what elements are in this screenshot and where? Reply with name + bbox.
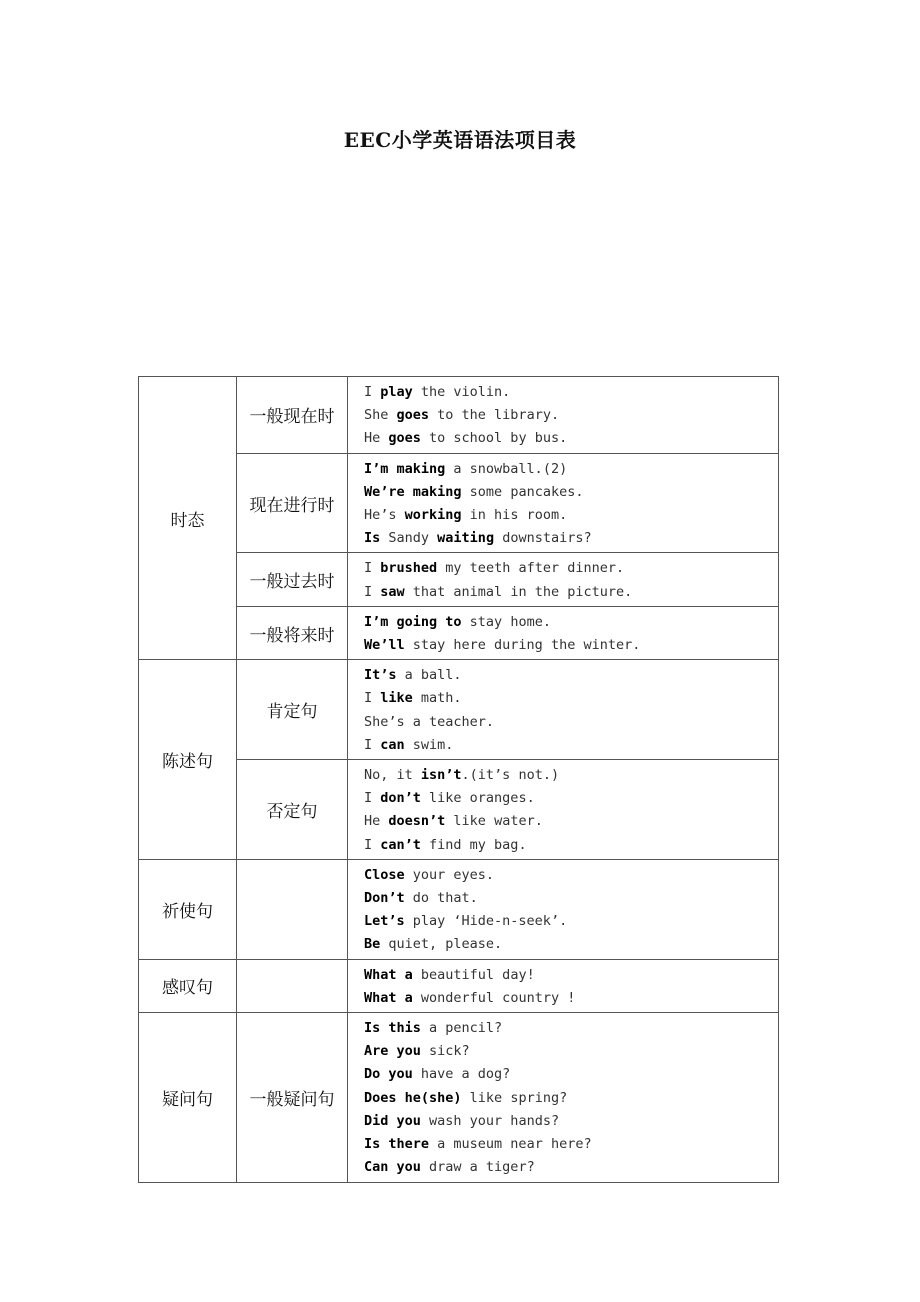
grammar-keyword: What a xyxy=(364,989,413,1006)
subcategory-cell xyxy=(237,859,348,959)
grammar-keyword: doesn’t xyxy=(388,813,446,830)
grammar-keyword: What a xyxy=(364,966,413,983)
grammar-keyword: Are you xyxy=(364,1043,421,1060)
grammar-keyword: can’t xyxy=(380,836,421,853)
example-sentence xyxy=(364,527,778,550)
grammar-keyword: We’ll xyxy=(364,637,405,654)
grammar-keyword: I’m making xyxy=(364,460,446,477)
sentence-text: swim. xyxy=(404,736,454,753)
sentence-text: a ball. xyxy=(396,667,462,684)
category-cell: 陈述句 xyxy=(139,660,237,860)
sentence-text: like spring? xyxy=(461,1089,568,1106)
sentence-text: have a dog? xyxy=(412,1066,511,1083)
table-row xyxy=(139,1013,779,1182)
grammar-keyword: Close xyxy=(364,866,405,883)
grammar-keyword: Don’t xyxy=(364,890,405,907)
sentence-text: He xyxy=(364,430,389,447)
sentence-text: sick? xyxy=(420,1043,470,1060)
example-sentence xyxy=(364,887,778,910)
grammar-keyword: don’t xyxy=(380,790,421,807)
grammar-keyword: play xyxy=(380,384,413,400)
sentence-text: in his room. xyxy=(461,507,568,524)
grammar-keyword: We’re making xyxy=(364,483,462,500)
sentence-text: stay here during the winter. xyxy=(404,637,641,654)
subcategory-cell: 否定句 xyxy=(237,760,348,860)
example-sentence xyxy=(364,1017,778,1040)
examples-cell xyxy=(348,660,779,760)
example-sentence xyxy=(364,734,778,757)
category-cell: 感叹句 xyxy=(139,959,237,1012)
example-sentence xyxy=(364,787,778,810)
sentence-text: draw a tiger? xyxy=(420,1159,535,1176)
sentence-text: quiet, please. xyxy=(380,936,503,953)
sentence-text: He xyxy=(364,813,389,830)
example-sentence xyxy=(364,611,778,634)
example-sentence xyxy=(364,910,778,933)
example-sentence xyxy=(364,634,778,657)
sentence-text: I xyxy=(364,790,381,807)
sentence-text: your eyes. xyxy=(404,866,495,883)
grammar-keyword: waiting xyxy=(437,530,495,547)
sentence-text: beautiful day! xyxy=(412,966,535,983)
sentence-text: find my bag. xyxy=(420,836,527,853)
example-sentence xyxy=(364,764,778,787)
grammar-keyword: working xyxy=(404,507,462,524)
subcategory-cell: 肯定句 xyxy=(237,660,348,760)
sentence-text: I xyxy=(364,736,381,753)
grammar-keyword: Is there xyxy=(364,1136,430,1153)
table-row xyxy=(139,959,779,1012)
example-sentence xyxy=(364,1133,778,1156)
example-sentence xyxy=(364,381,778,404)
subcategory-cell xyxy=(237,959,348,1012)
category-cell: 祈使句 xyxy=(139,859,237,959)
grammar-keyword: Let’s xyxy=(364,913,405,930)
sentence-text: wash your hands? xyxy=(420,1112,560,1129)
example-sentence xyxy=(364,427,778,450)
sentence-text: I xyxy=(364,583,381,600)
sentence-text: a museum near here? xyxy=(429,1136,592,1153)
sentence-text: do that. xyxy=(404,890,478,907)
examples-cell xyxy=(348,760,779,860)
grammar-keyword: Do you xyxy=(364,1066,413,1083)
grammar-keyword: can xyxy=(380,736,405,753)
example-sentence xyxy=(364,810,778,833)
sentence-text: to school by bus. xyxy=(420,430,568,447)
grammar-keyword: Is xyxy=(364,530,381,547)
sentence-text: She xyxy=(364,407,397,424)
subcategory-cell: 一般过去时 xyxy=(237,553,348,606)
grammar-keyword: Is this xyxy=(364,1020,421,1037)
sentence-text: my teeth after dinner. xyxy=(437,560,625,577)
example-sentence xyxy=(364,687,778,710)
sentence-text: like water. xyxy=(445,813,543,830)
sentence-text: He’s xyxy=(364,507,405,524)
examples-cell xyxy=(348,959,779,1012)
example-sentence xyxy=(364,964,778,987)
example-sentence xyxy=(364,1040,778,1063)
example-sentence xyxy=(364,458,778,481)
examples-cell xyxy=(348,1013,779,1182)
table-row xyxy=(139,377,779,454)
category-cell: 疑问句 xyxy=(139,1013,237,1182)
example-sentence xyxy=(364,834,778,857)
example-sentence xyxy=(364,581,778,604)
document-title: EEC小学英语语法项目表 xyxy=(343,128,577,152)
sentence-text: math. xyxy=(412,690,462,707)
example-sentence xyxy=(364,1063,778,1086)
sentence-text: No, it xyxy=(364,767,421,784)
example-sentence xyxy=(364,1110,778,1133)
grammar-keyword: saw xyxy=(380,583,405,600)
example-sentence xyxy=(364,987,778,1010)
sentence-text: to the library. xyxy=(429,407,560,424)
grammar-table xyxy=(138,376,779,1183)
example-sentence xyxy=(364,1156,778,1179)
grammar-keyword: Be xyxy=(364,936,381,953)
sentence-text: Sandy xyxy=(380,530,438,547)
example-sentence xyxy=(364,664,778,687)
example-sentence xyxy=(364,933,778,956)
example-sentence xyxy=(364,481,778,504)
sentence-text: like oranges. xyxy=(420,790,535,807)
sentence-text: a pencil? xyxy=(420,1020,503,1037)
examples-cell xyxy=(348,453,779,553)
table-row xyxy=(139,660,779,760)
sentence-text: wonderful country ! xyxy=(412,989,576,1006)
example-sentence xyxy=(364,504,778,527)
sentence-text: play ‘Hide-n-seek’. xyxy=(404,913,568,930)
example-sentence xyxy=(364,404,778,427)
sentence-text: stay home. xyxy=(461,613,551,630)
subcategory-cell: 一般现在时 xyxy=(237,377,348,454)
example-sentence xyxy=(364,711,778,734)
sentence-text: I xyxy=(364,836,381,853)
example-sentence xyxy=(364,557,778,580)
grammar-keyword: like xyxy=(380,690,413,707)
examples-cell xyxy=(348,606,779,659)
sentence-text: I xyxy=(364,690,381,707)
grammar-keyword: isn’t xyxy=(420,767,462,784)
sentence-text: I xyxy=(364,560,381,577)
grammar-keyword: It’s xyxy=(364,667,397,684)
sentence-text: a snowball.(2) xyxy=(445,460,568,477)
sentence-text: that animal in the picture. xyxy=(404,583,633,600)
sentence-text: the violin. xyxy=(412,384,511,400)
examples-cell xyxy=(348,553,779,606)
examples-cell xyxy=(348,377,779,454)
grammar-keyword: goes xyxy=(388,430,421,447)
grammar-keyword: Does he(she) xyxy=(364,1089,462,1106)
sentence-text: downstairs? xyxy=(494,530,592,547)
grammar-keyword: brushed xyxy=(380,560,438,577)
subcategory-cell: 现在进行时 xyxy=(237,453,348,553)
sentence-text: I xyxy=(364,384,381,400)
sentence-text: some pancakes. xyxy=(461,483,584,500)
grammar-keyword: Did you xyxy=(364,1112,421,1129)
subcategory-cell: 一般将来时 xyxy=(237,606,348,659)
subcategory-cell: 一般疑问句 xyxy=(237,1013,348,1182)
category-cell: 时态 xyxy=(139,377,237,660)
grammar-table-body xyxy=(139,377,779,1183)
grammar-keyword: I’m going to xyxy=(364,613,462,630)
grammar-keyword: Can you xyxy=(364,1159,421,1176)
examples-cell xyxy=(348,859,779,959)
example-sentence xyxy=(364,864,778,887)
table-row xyxy=(139,859,779,959)
example-sentence xyxy=(364,1087,778,1110)
sentence-text: She’s a teacher. xyxy=(364,713,495,730)
sentence-text: .(it’s not.) xyxy=(461,767,560,784)
grammar-keyword: goes xyxy=(396,407,430,424)
